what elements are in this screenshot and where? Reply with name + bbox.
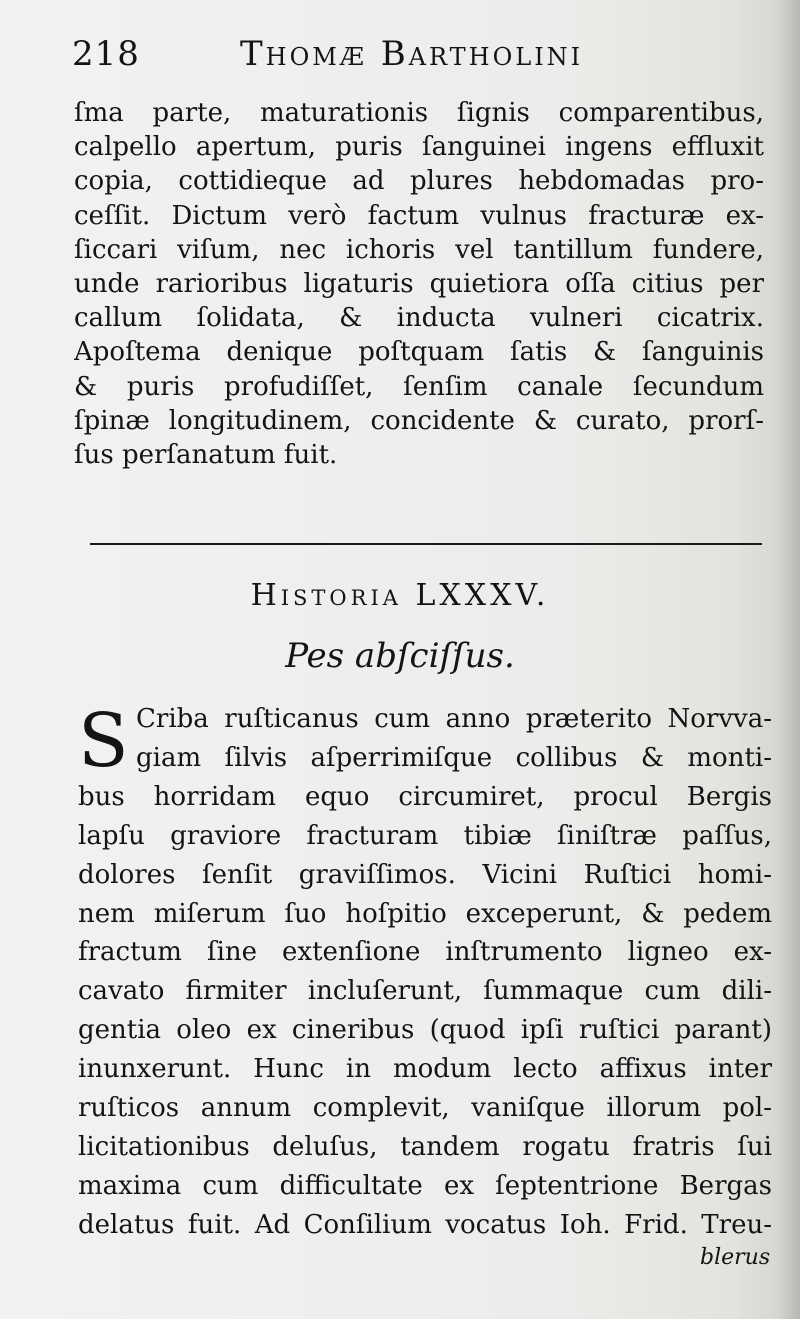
running-title: Thomæ Bartholini xyxy=(240,34,584,74)
text-line: lapſu graviore fracturam tibiæ ſiniſtræ paſſus, xyxy=(78,820,772,851)
text-line: ſma parte, maturationis ſignis comparentibus, xyxy=(74,98,764,128)
text-line: ceſſit. Dictum verò factum vulnus fracturæ ex- xyxy=(74,200,764,231)
text-line: dolores ſenſit graviſſimos. Vicini Ruſtici homi- xyxy=(78,859,772,890)
text-line: ſiccari viſum, nec ichoris vel tantillum fundere, xyxy=(74,234,764,265)
text-line: gentia oleo ex cineribus (quod ipſi ruſtici parant) xyxy=(78,1015,772,1046)
drop-cap: S xyxy=(78,698,129,784)
text-line: unde rarioribus ligaturis quietiora oſſa citius per xyxy=(74,269,764,300)
text-line: fractum ſine extenſione inſtrumento ligneo ex- xyxy=(78,937,772,968)
text-line: copia, cottidieque ad plures hebdomadas pro- xyxy=(74,166,764,197)
text-line: & puris profudiſſet, ſenſim canale ſecundum xyxy=(74,371,764,402)
section-divider xyxy=(90,543,762,545)
paragraph-historia xyxy=(78,700,772,1245)
section-heading: Historia LXXXV. xyxy=(250,578,550,613)
text-line: ſus perſanatum fuit. xyxy=(74,440,338,471)
text-line: ſpinæ longitudinem, concidente & curato, prorſ- xyxy=(74,405,764,436)
paragraph-continuation xyxy=(74,96,764,472)
text-line: giam ſilvis aſperrimiſque collibus & monti- xyxy=(136,742,772,773)
section-subtitle: Pes abſciſſus. xyxy=(285,636,515,676)
text-line: nem miſerum ſuo hoſpitio exceperunt, & pedem xyxy=(78,898,772,929)
text-line: Apoſtema denique poſtquam ſatis & ſanguinis xyxy=(74,337,764,368)
text-line: cavato firmiter incluſerunt, ſummaque cum dili- xyxy=(78,976,772,1007)
text-line: ruſticos annum complevit, vaniſque illorum pol- xyxy=(78,1093,772,1124)
text-line: Criba ruſticanus cum anno præterito Norvva- xyxy=(136,704,772,734)
text-line: callum ſolidata, & inducta vulneri cicatrix. xyxy=(74,303,764,334)
catchword: blerus xyxy=(700,1245,771,1270)
text-line: licitationibus deluſus, tandem rogatu fratris ſui xyxy=(78,1131,772,1162)
text-line: calpello apertum, puris ſanguinei ingens effluxit xyxy=(74,132,764,163)
page-number: 218 xyxy=(72,34,140,74)
text-line: inunxerunt. Hunc in modum lecto affixus inter xyxy=(78,1054,772,1085)
text-line: maxima cum difficultate ex ſeptentrione Bergas xyxy=(78,1170,772,1201)
text-line: bus horridam equo circumiret, procul Bergis xyxy=(78,781,772,812)
text-line: delatus fuit. Ad Conſilium vocatus Ioh. Frid. Treu- xyxy=(78,1209,772,1240)
running-head xyxy=(72,34,712,84)
